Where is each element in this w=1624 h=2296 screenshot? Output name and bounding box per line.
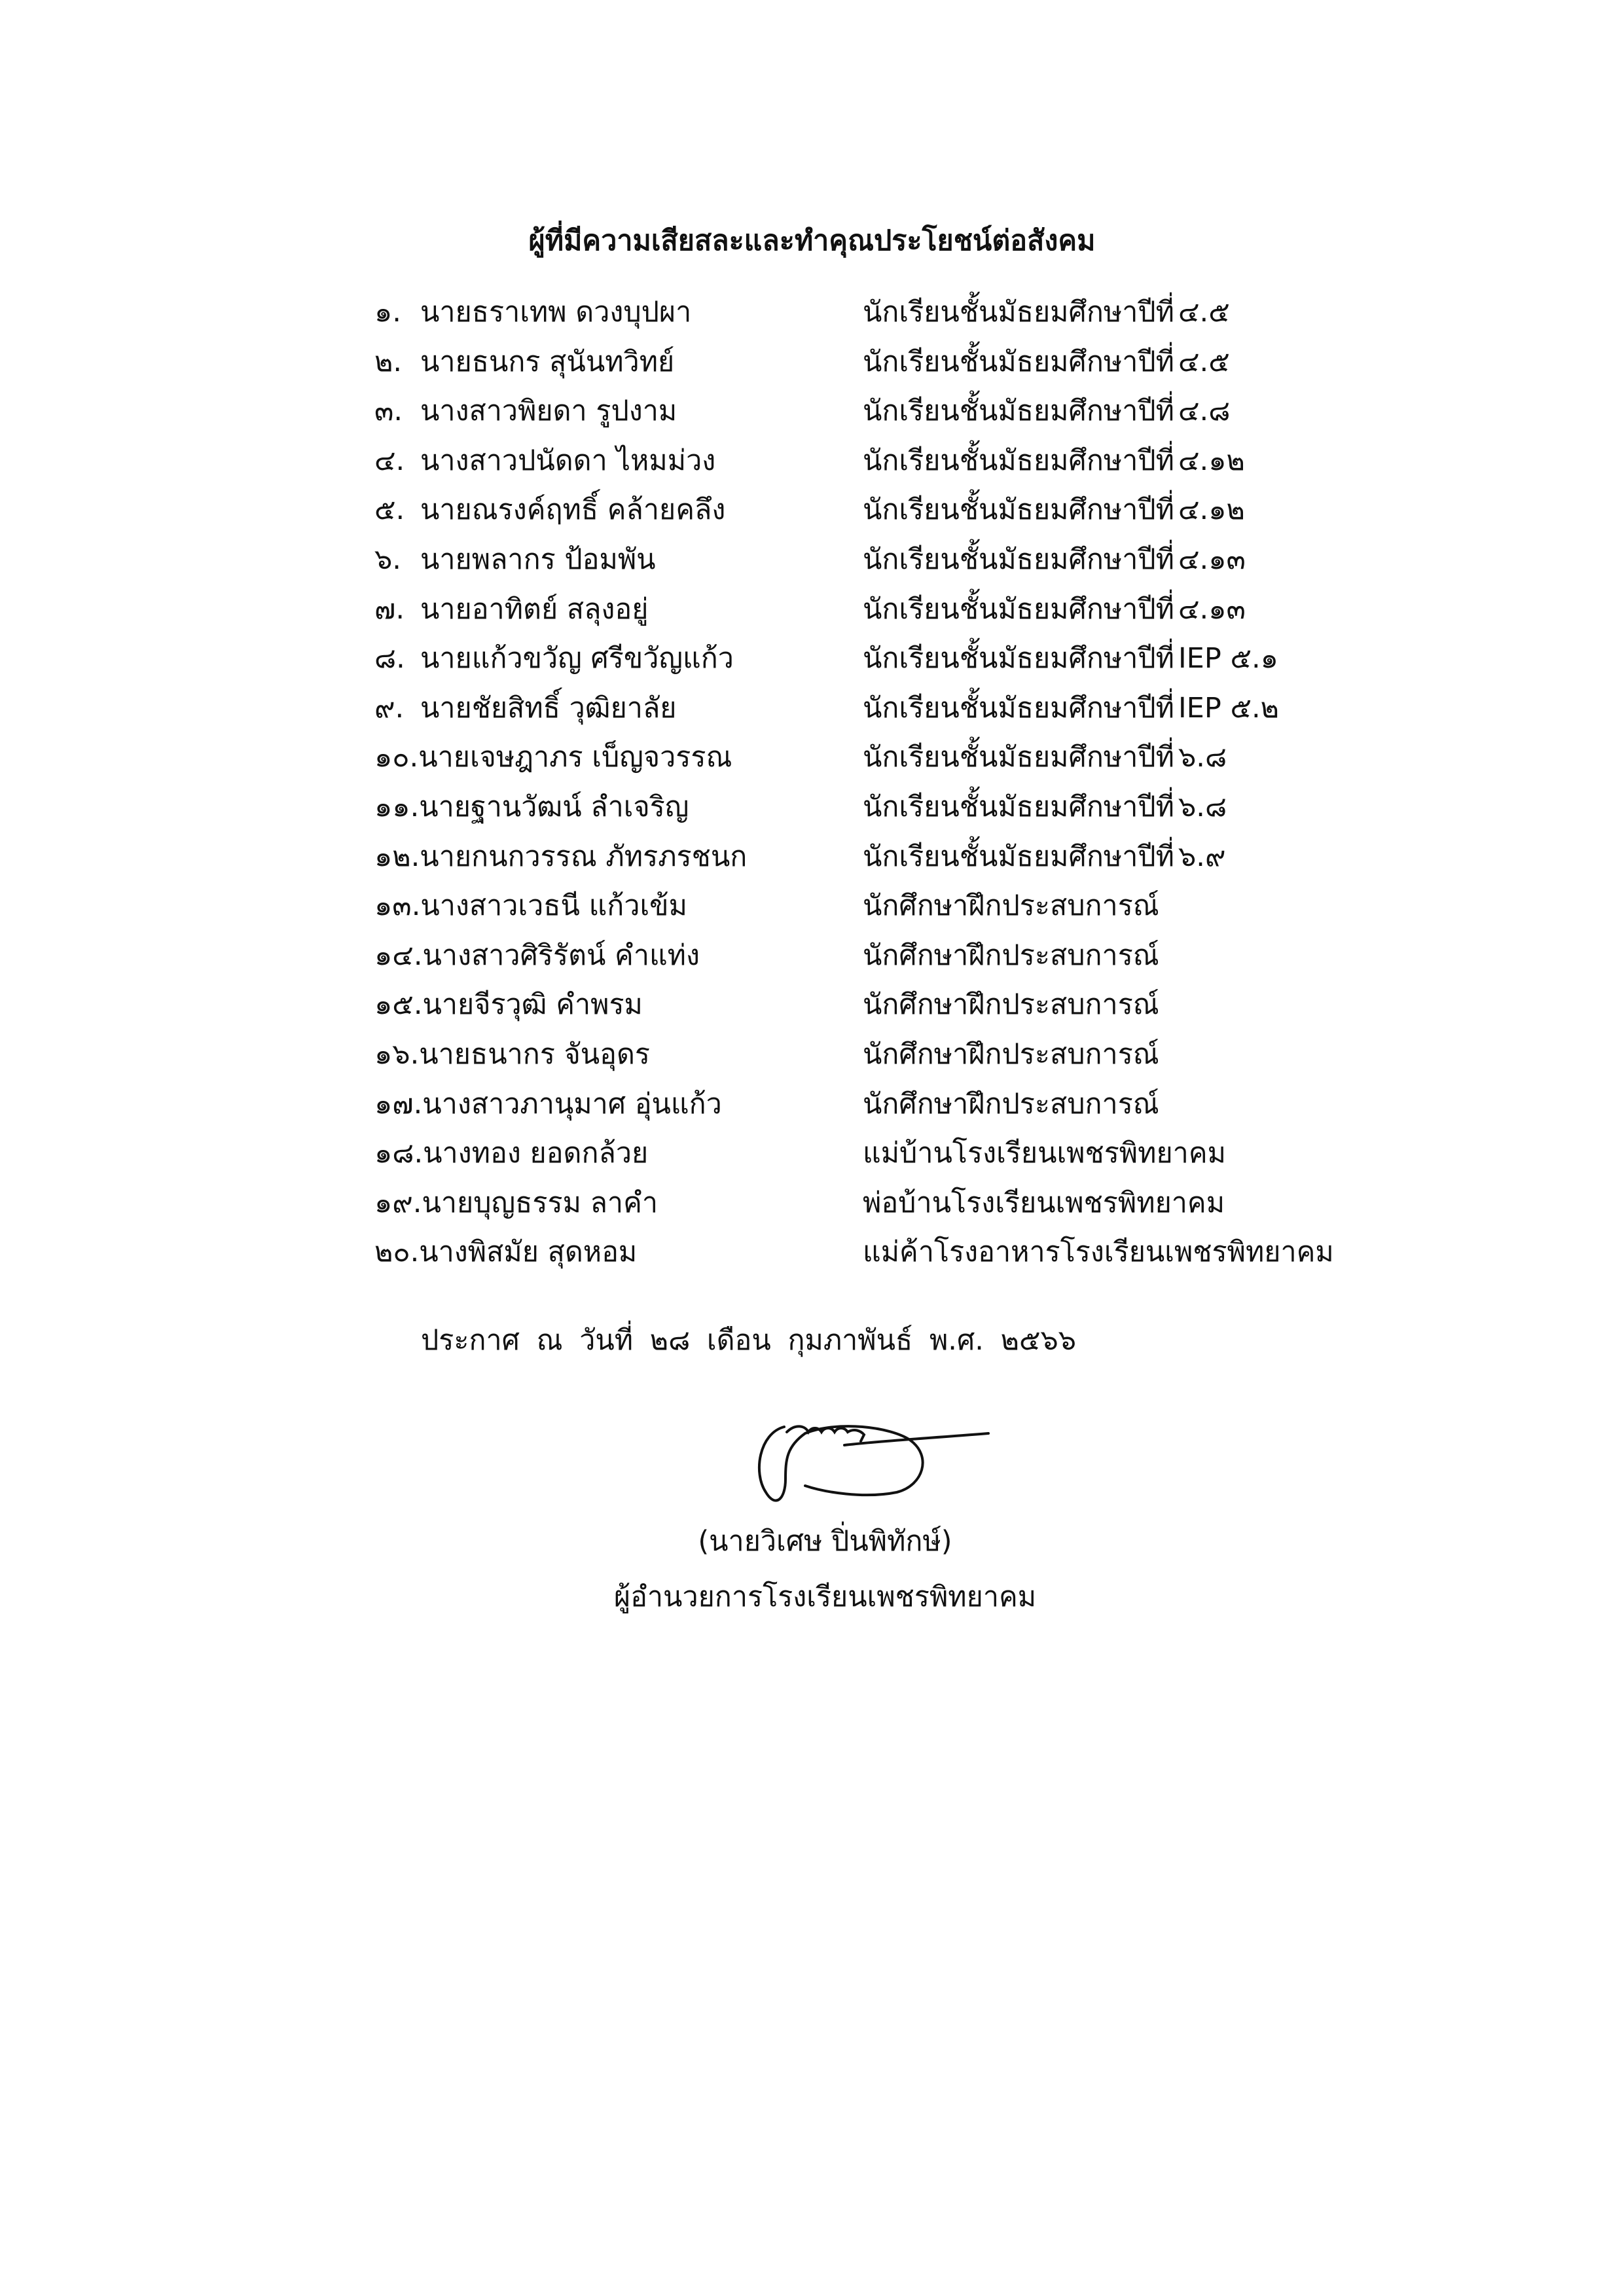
entry-number: ๙. <box>374 691 405 725</box>
signature-image <box>746 1394 1008 1525</box>
entry-class: ๔.๘ <box>1178 395 1231 428</box>
entry-name: ๑๗.นางสาวภานุมาศ อุ่นแก้ว <box>374 1087 722 1121</box>
list-item <box>374 882 1422 931</box>
entry-role: นักศึกษาฝึกประสบการณ์ <box>863 1087 1159 1121</box>
entry-class: IEP ๕.๒ <box>1178 691 1280 725</box>
entry-role: นักเรียนชั้นมัธยมศึกษาปีที่ <box>863 395 1174 428</box>
list-item <box>374 1228 1422 1278</box>
entry-name: ๑๖.นายธนากร จันอุดร <box>374 1037 651 1071</box>
entry-number: ๕. <box>374 493 405 527</box>
entry-role: นักเรียนชั้นมัธยมศึกษาปีที่ <box>863 493 1174 527</box>
entry-name: ๑๐.นายเจษฎาภร เบ็ญจวรรณ <box>374 741 732 774</box>
entry-class: ๔.๑๒ <box>1178 444 1245 477</box>
entry-role: นักเรียนชั้นมัธยมศึกษาปีที่ <box>863 543 1174 576</box>
entry-name: ๒๐.นางพิสมัย สุดหอม <box>374 1236 638 1269</box>
list-item <box>374 980 1422 1030</box>
entry-name: ๑๓.นางสาวเวธนี แก้วเข้ม <box>374 889 687 923</box>
entry-class: ๔.๑๓ <box>1178 543 1246 576</box>
list-item <box>374 634 1422 684</box>
entry-role: นักเรียนชั้นมัธยมศึกษาปีที่ <box>863 840 1174 873</box>
announcement-date: ประกาศ ณ วันที่ ๒๘ เดือน กุมภาพันธ์ พ.ศ. ๒๕๖๖ <box>421 1324 1077 1357</box>
entry-name: นางสาวปนัดดา ไหมม่วง <box>420 444 716 477</box>
entry-name: ๑๙.นายบุญธรรม ลาคำ <box>374 1186 658 1219</box>
entry-class: IEP ๕.๑ <box>1178 642 1278 675</box>
entry-class: ๖.๘ <box>1178 790 1227 823</box>
entry-role: พ่อบ้านโรงเรียนเพชรพิทยาคม <box>863 1186 1225 1219</box>
entry-name: ๑๑.นายฐานวัฒน์ ลำเจริญ <box>374 790 689 823</box>
entry-role: นักศึกษาฝึกประสบการณ์ <box>863 988 1159 1022</box>
signer-name: (นายวิเศษ ปิ่นพิทักษ์) <box>698 1525 952 1558</box>
list-item <box>374 486 1422 535</box>
entry-class: ๖.๙ <box>1178 840 1226 873</box>
entry-name: ๑๔.นางสาวศิริรัตน์ คำแท่ง <box>374 939 700 972</box>
entry-name: ๑๕.นายจีรวุฒิ คำพรม <box>374 988 643 1022</box>
entry-role: นักศึกษาฝึกประสบการณ์ <box>863 939 1159 972</box>
list-item <box>374 387 1422 437</box>
list-item <box>374 833 1422 882</box>
entry-role: นักเรียนชั้นมัธยมศึกษาปีที่ <box>863 345 1174 378</box>
entry-name: นายธนกร สุนันทวิทย์ <box>420 345 675 378</box>
entry-number: ๑. <box>374 296 401 329</box>
list-item <box>374 535 1422 585</box>
entry-name: นายแก้วขวัญ ศรีขวัญแก้ว <box>420 642 734 675</box>
document-title: ผู้ที่มีความเสียสละและทำคุณประโยชน์ต่อสังคม <box>528 224 1096 257</box>
entry-name: นายอาทิตย์ สลุงอยู่ <box>420 592 649 626</box>
entry-name: ๑๒.นายกนกวรรณ ภัทรภรชนก <box>374 840 748 873</box>
entry-role: นักศึกษาฝึกประสบการณ์ <box>863 889 1159 923</box>
entry-role: นักเรียนชั้นมัธยมศึกษาปีที่ <box>863 296 1174 329</box>
entry-role: นักเรียนชั้นมัธยมศึกษาปีที่ <box>863 691 1174 725</box>
list-item <box>374 437 1422 486</box>
list-item <box>374 931 1422 981</box>
entry-class: ๔.๕ <box>1178 345 1230 378</box>
entry-class: ๖.๘ <box>1178 741 1227 774</box>
entry-name: ๑๘.นางทอง ยอดกล้วย <box>374 1137 649 1170</box>
entry-list <box>374 288 1422 1278</box>
entry-name: นายชัยสิทธิ์ วุฒิยาลัย <box>420 691 677 725</box>
entry-name: นายณรงค์ฤทธิ์ คล้ายคลึง <box>420 493 726 527</box>
entry-name: นายพลากร ป้อมพัน <box>420 543 656 576</box>
entry-class: ๔.๑๓ <box>1178 592 1246 626</box>
list-item <box>374 733 1422 783</box>
entry-number: ๗. <box>374 592 405 626</box>
list-item <box>374 338 1422 387</box>
entry-number: ๓. <box>374 395 403 428</box>
entry-number: ๘. <box>374 642 405 675</box>
entry-role: แม่ค้าโรงอาหารโรงเรียนเพชรพิทยาคม <box>863 1236 1334 1269</box>
list-item <box>374 288 1422 338</box>
entry-role: นักเรียนชั้นมัธยมศึกษาปีที่ <box>863 642 1174 675</box>
entry-role: นักศึกษาฝึกประสบการณ์ <box>863 1037 1159 1071</box>
list-item <box>374 783 1422 833</box>
list-item <box>374 1129 1422 1179</box>
entry-number: ๔. <box>374 444 405 477</box>
entry-role: นักเรียนชั้นมัธยมศึกษาปีที่ <box>863 790 1174 823</box>
list-item <box>374 585 1422 635</box>
entry-number: ๒. <box>374 345 403 378</box>
entry-role: แม่บ้านโรงเรียนเพชรพิทยาคม <box>863 1137 1226 1170</box>
list-item <box>374 684 1422 734</box>
list-item <box>374 1080 1422 1130</box>
list-item <box>374 1179 1422 1229</box>
entry-class: ๔.๑๒ <box>1178 493 1245 527</box>
signer-title: ผู้อำนวยการโรงเรียนเพชรพิทยาคม <box>613 1581 1037 1613</box>
entry-number: ๖. <box>374 543 401 576</box>
list-item <box>374 1030 1422 1080</box>
entry-role: นักเรียนชั้นมัธยมศึกษาปีที่ <box>863 592 1174 626</box>
entry-role: นักเรียนชั้นมัธยมศึกษาปีที่ <box>863 444 1174 477</box>
entry-role: นักเรียนชั้นมัธยมศึกษาปีที่ <box>863 741 1174 774</box>
entry-name: นางสาวพิยดา รูปงาม <box>420 395 677 428</box>
entry-class: ๔.๕ <box>1178 296 1230 329</box>
entry-name: นายธราเทพ ดวงบุปผา <box>420 296 692 329</box>
